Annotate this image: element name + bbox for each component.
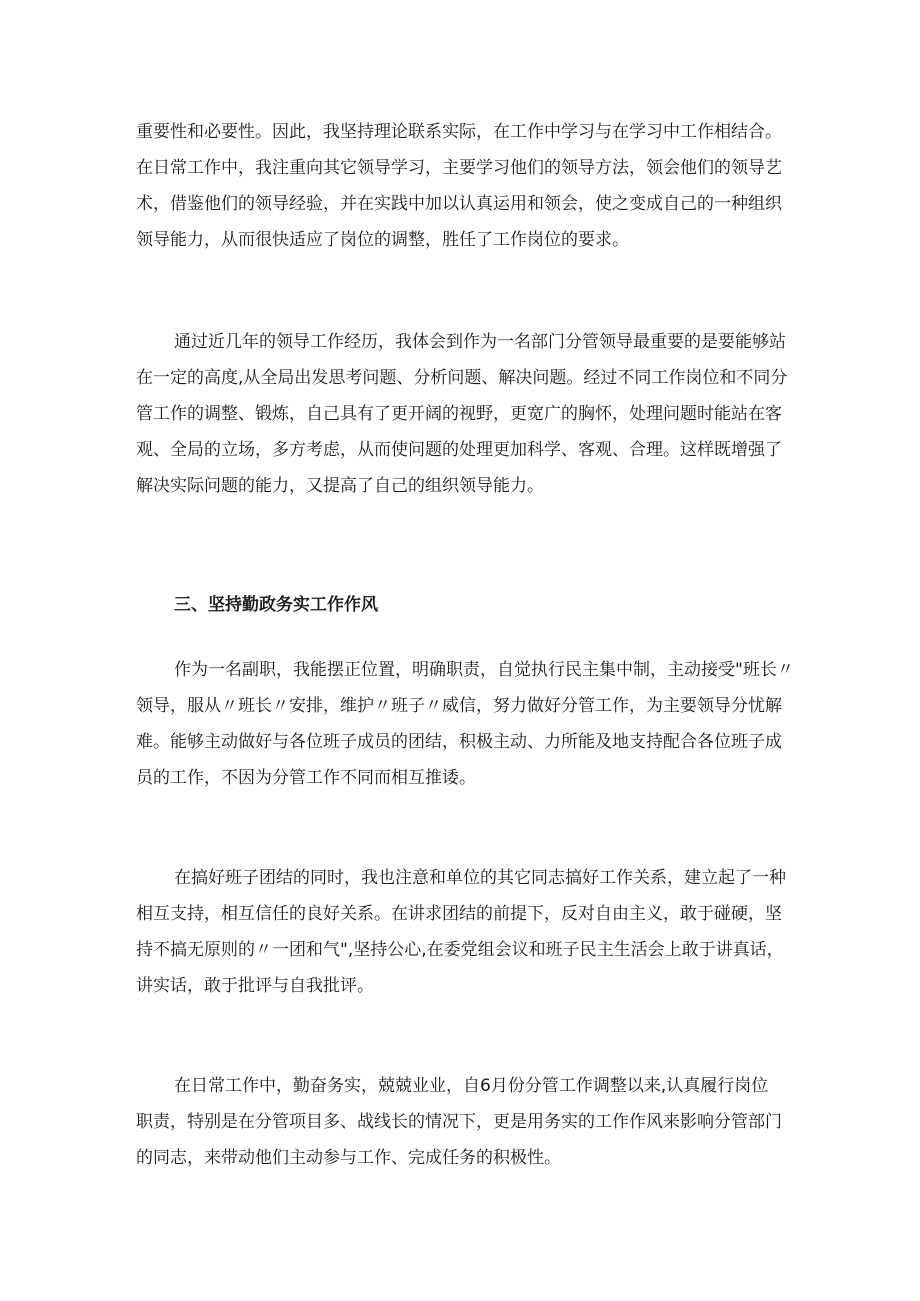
paragraph-line: 作为一名副职，我能摆正位置，明确职责，自觉执行民主集中制，主动接受"班长〃: [174, 660, 794, 680]
paragraph-line: 在日常工作中，勤奋务实，兢兢业业，自6月份分管工作调整以来,认真履行岗位: [174, 1076, 769, 1096]
paragraph-line: 通过近几年的领导工作经历，我体会到作为一名部门分管领导最重要的是要能够站: [174, 332, 786, 352]
paragraph-line: 员的工作，不因为分管工作不同而相互推诿。: [136, 768, 476, 788]
paragraph-line: 观、全局的立场，多方考虑，从而使问题的处理更加科学、客观、合理。这样既增强了: [136, 440, 782, 460]
paragraph-2: [136, 324, 796, 504]
paragraph-line: 管工作的调整、锻炼，自己具有了更开阔的视野，更宽广的胸怀，处理问题时能站在客: [136, 404, 782, 424]
paragraph-3: [136, 652, 796, 796]
paragraph-line: 解决实际问题的能力，又提高了自己的组织领导能力。: [136, 476, 544, 496]
paragraph-line: 相互支持，相互信任的良好关系。在讲求团结的前提下，反对自由主义，敢于碰硬，坚: [136, 904, 782, 924]
paragraph-line: 重要性和必要性。因此，我坚持理论联系实际，在工作中学习与在学习中工作相结合。: [136, 122, 782, 142]
paragraph-line: 在日常工作中，我注重向其它领导学习，主要学习他们的领导方法，领会他们的领导艺: [136, 158, 782, 178]
paragraph-4: [136, 860, 796, 1004]
paragraph-line: 术，借鉴他们的领导经验，并在实践中加以认真运用和领会，使之变成自己的一种组织: [136, 194, 782, 214]
paragraph-line: 难。能够主动做好与各位班子成员的团结，积极主动、力所能及地支持配合各位班子成: [136, 732, 782, 752]
paragraph-line: 领导，服从〃班长〃安排，维护〃班子〃威信，努力做好分管工作，为主要领导分忧解: [136, 696, 782, 716]
paragraph-line: 的同志，来带动他们主动参与工作、完成任务的积极性。: [136, 1148, 561, 1168]
paragraph-line: 领导能力，从而很快适应了岗位的调整，胜任了工作岗位的要求。: [136, 230, 629, 250]
paragraph-line: 讲实话，敢于批评与自我批评。: [136, 976, 374, 996]
paragraph-line: 在搞好班子团结的同时，我也注意和单位的其它同志搞好工作关系，建立起了一种: [174, 868, 786, 888]
paragraph-1: [136, 114, 796, 258]
paragraph-line: 在一定的高度,从全局出发思考问题、分析问题、解决问题。经过不同工作岗位和不同分: [136, 368, 788, 388]
section-heading: 三、坚持勤政务实工作作风: [174, 595, 378, 615]
paragraph-line: 持不搞无原则的〃一团和气",坚持公心,在委党组会议和班子民主生活会上敢于讲真话，: [136, 940, 784, 960]
paragraph-line: 职责，特别是在分管项目多、战线长的情况下，更是用务实的工作作风来影响分管部门: [136, 1112, 782, 1132]
paragraph-5: [136, 1068, 796, 1176]
